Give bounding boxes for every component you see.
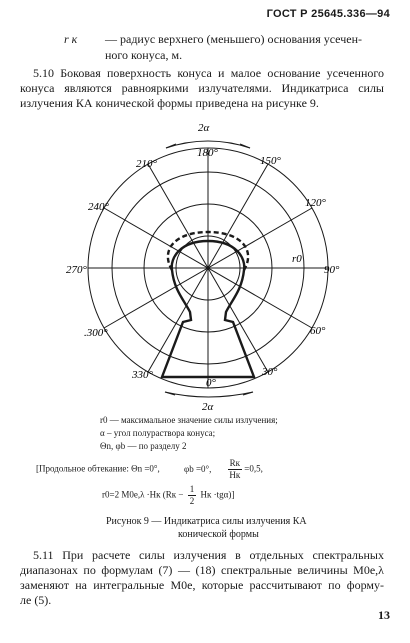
standard-header: ГОСТ Р 25645.336—94 <box>266 8 390 20</box>
angle-label-270: 270° <box>66 264 87 276</box>
formula-2-right: Hк ·tgα)] <box>200 489 235 500</box>
r0-label: r0 <box>292 253 302 265</box>
angle-label-150: 150° <box>260 155 281 167</box>
bottom-angle-label: 2α <box>202 401 214 413</box>
figure-caption-line-2: конической формы <box>178 529 259 540</box>
angle-label-180: 180° <box>197 147 218 159</box>
legend-line-3: Θn, φb — по разделу 2 <box>100 441 187 451</box>
bottom-angle-marker <box>165 392 253 397</box>
angle-label-120: 120° <box>305 197 326 209</box>
formula-1-mid: φb =0°, <box>184 463 212 474</box>
bottom-angle-arc <box>165 392 253 397</box>
top-angle-tick-right <box>240 144 250 148</box>
definition-line-1: — радиус верхнего (меньшего) основания усечен- <box>105 32 362 46</box>
legend-line-1: r0 — максимальное значение силы излучения; <box>100 415 278 425</box>
angle-label-90: 90° <box>324 264 340 276</box>
formula-2-denominator: 2 <box>189 496 195 506</box>
paragraph-5-10-line-3: излучения КА конической формы приведена на рисунке 9. <box>20 96 319 110</box>
angle-label-60: 60° <box>310 325 326 337</box>
formula-line-2 <box>102 484 234 507</box>
formula-2-fraction <box>188 484 197 507</box>
top-angle-tick-left <box>166 144 176 148</box>
paragraph-5-11-line-2: диапазонах по формулам (7) — (18) спектральные величины M0e,λ <box>20 563 384 577</box>
formula-1-denominator: Hк <box>229 470 241 480</box>
paragraph-5-10-line-2: конуса являются равнояркими излучателями. Индикатриса силы <box>20 81 384 95</box>
formula-1-fraction <box>228 458 242 481</box>
formula-line-1 <box>36 458 263 481</box>
angle-label-210: 210° <box>136 158 157 170</box>
angle-label-330: 330° <box>132 369 153 381</box>
formula-2-left: r0=2 M0e,λ ·Hк (Rк − <box>102 489 184 500</box>
angle-label-0: 0° <box>206 377 216 389</box>
paragraph-5-11-line-3: заменяют на интегральные M0e, которые рассчитывают по форму- <box>20 578 384 592</box>
formula-1-suffix: =0,5, <box>244 463 263 474</box>
angle-label-240: 240° <box>88 201 109 213</box>
paragraph-5-10-line-1: 5.10 Боковая поверхность конуса и малое основание усеченного <box>33 66 384 80</box>
legend-line-2: α – угол полураствора конуса; <box>100 428 216 438</box>
angle-label-300: .300° <box>84 327 108 339</box>
angle-label-30: 30° <box>262 366 278 378</box>
paragraph-5-11-line-1: 5.11 При расчете силы излучения в отдельных спектральных <box>33 548 384 562</box>
symbol-rk: r к <box>64 32 78 46</box>
formula-1-numerator: Rк <box>229 458 241 468</box>
formula-2-numerator: 1 <box>189 484 195 494</box>
paragraph-5-11-line-4: ле (5). <box>20 593 52 607</box>
page-number: 13 <box>378 608 390 622</box>
figure-caption-line-1: Рисунок 9 — Индикатриса силы излучения КА <box>106 516 307 527</box>
top-angle-label: 2α <box>198 122 210 134</box>
formula-1-prefix: [Продольное обтекание: Θn =0°, <box>36 463 160 474</box>
definition-line-2: ного конуса, м. <box>105 48 183 62</box>
